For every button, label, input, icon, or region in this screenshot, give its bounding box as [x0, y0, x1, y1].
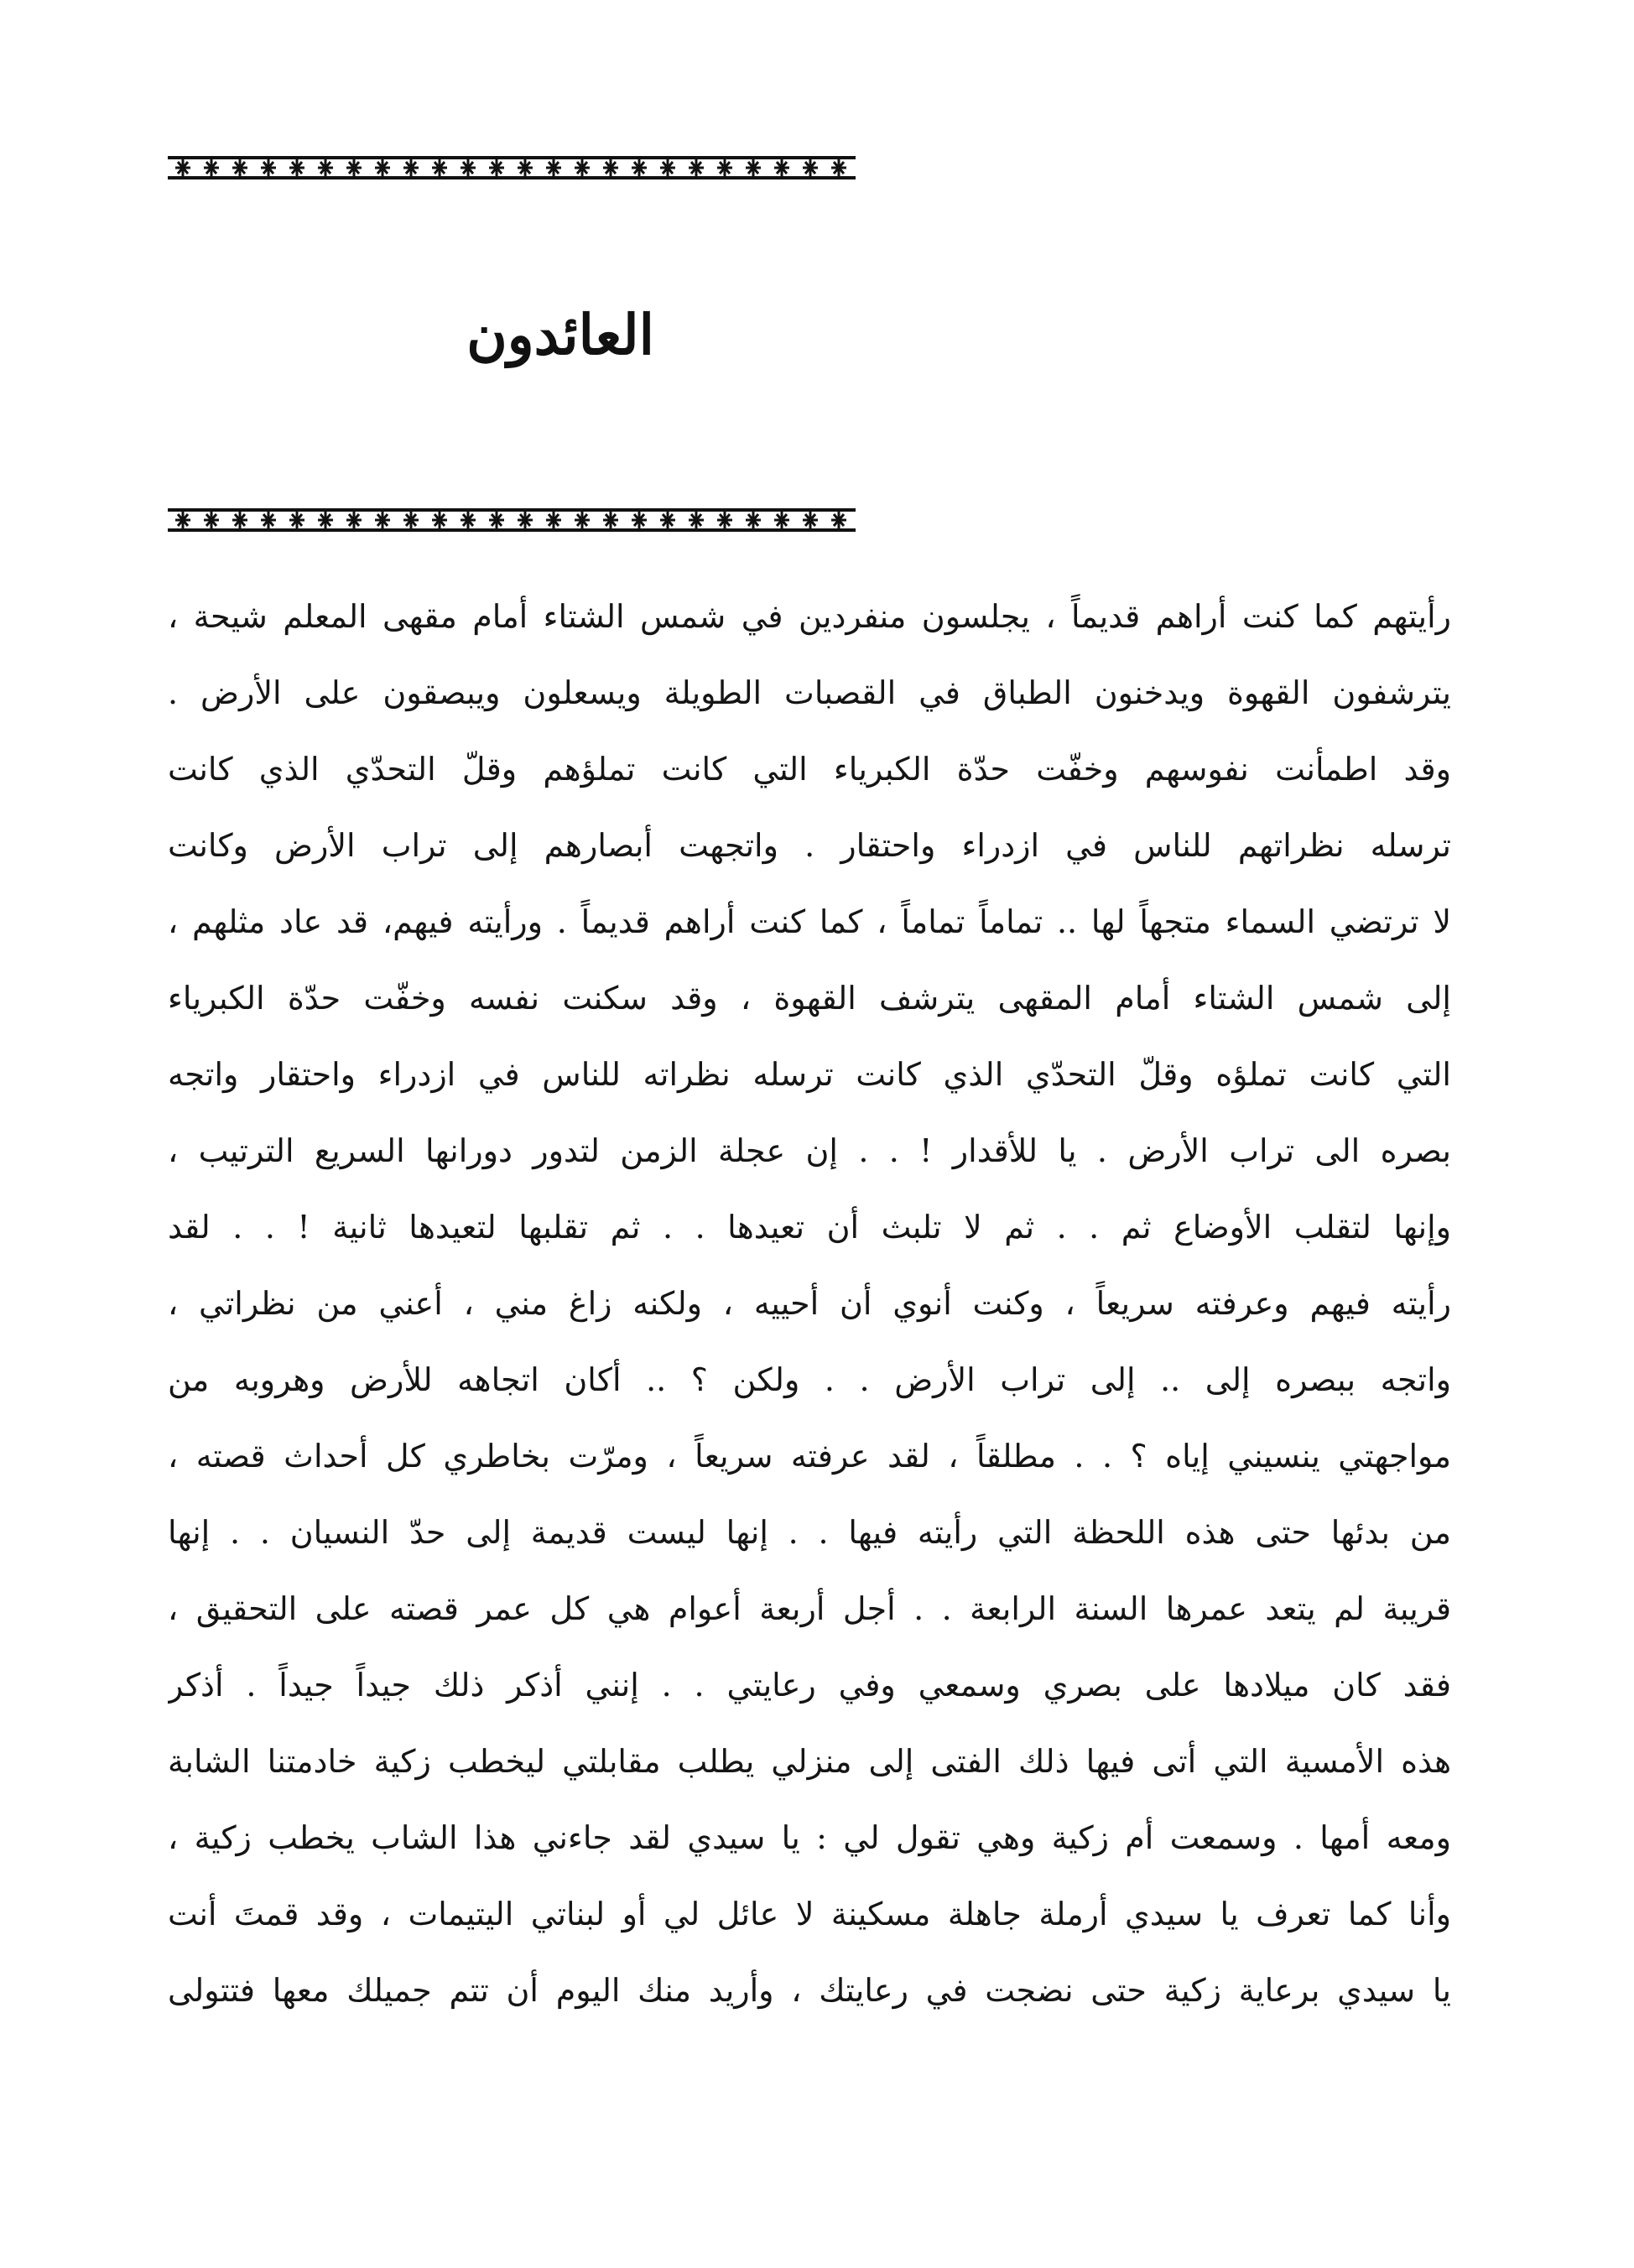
text-line: إلى شمس الشتاء أمام المقهى يترشف القهوة ، وقد سكنت نفسه وخفّت حدّة الكبرياء	[168, 980, 1451, 1017]
text-line: بصره الى تراب الأرض . يا للأقدار ! . . إن عجلة الزمن لتدور دورانها السريع الترتيب ،	[168, 1132, 1451, 1169]
text-line: واتجه ببصره إلى .. إلى تراب الأرض . . ولكن ؟ .. أكان اتجاهه للأرض وهروبه من	[168, 1361, 1451, 1398]
ornament-star-icon	[689, 512, 704, 528]
ornament-star-icon	[546, 159, 561, 176]
chapter-title: العائدون	[466, 302, 654, 367]
ornament-star-icon	[831, 159, 846, 176]
ornament-star-icon	[518, 512, 533, 528]
ornament-star-icon	[774, 159, 789, 176]
ornament-star-icon	[232, 159, 247, 176]
ornament-star-icon	[375, 512, 390, 528]
ornament-star-icon	[746, 159, 761, 176]
text-line: التي كانت تملؤه وقلّ التحدّي الذي كانت ترسله نظراته للناس في ازدراء واحتقار واتجه	[168, 1056, 1451, 1093]
ornament-star-icon	[232, 512, 247, 528]
ornament-star-icon	[803, 159, 818, 176]
text-line: يترشفون القهوة ويدخنون الطباق في القصبات الطويلة ويسعلون ويبصقون على الأرض .	[168, 674, 1451, 711]
ornament-star-icon	[432, 512, 447, 528]
ornament-star-icon	[461, 159, 476, 176]
text-line: رأيتهم كما كنت أراهم قديماً ، يجلسون منفردين في شمس الشتاء أمام مقهى المعلم شيحة ،	[168, 598, 1451, 635]
text-line: وإنها لتقلب الأوضاع ثم . . ثم لا تلبث أن تعيدها . . ثم تقلبها لتعيدها ثانية ! . . لقد	[168, 1209, 1451, 1246]
text-line: وأنا كما تعرف يا سيدي أرملة جاهلة مسكينة لا عائل لي أو لبناتي اليتيمات ، وقد قمتَ أنت	[168, 1896, 1451, 1932]
text-line: ترسله نظراتهم للناس في ازدراء واحتقار . واتجهت أبصارهم إلى تراب الأرض وكانت	[168, 827, 1451, 864]
ornament-star-icon	[660, 512, 675, 528]
ornament-star-icon	[175, 159, 190, 176]
text-line: ومعه أمها . وسمعت أم زكية وهي تقول لي : يا سيدي لقد جاءني هذا الشاب يخطب زكية ،	[168, 1819, 1451, 1856]
ornament-star-icon	[461, 512, 476, 528]
ornament-star-icon	[746, 512, 761, 528]
ornament-star-icon	[318, 512, 333, 528]
ornament-star-icon	[831, 512, 846, 528]
ornament-star-icon	[289, 512, 304, 528]
text-line: مواجهتي ينسيني إياه ؟ . . مطلقاً ، لقد عرفته سريعاً ، ومرّت بخاطري كل أحداث قصته ،	[168, 1438, 1451, 1475]
ornament-star-icon	[575, 512, 590, 528]
ornament-star-icon	[546, 512, 561, 528]
ornament-border-icon	[168, 151, 856, 185]
text-line: فقد كان ميلادها على بصري وسمعي وفي رعايتي . . إنني أذكر ذلك جيداً جيداً . أذكر	[168, 1667, 1451, 1704]
bottom-ornament-divider	[168, 503, 856, 537]
ornament-star-icon	[632, 512, 647, 528]
ornament-star-icon	[603, 512, 618, 528]
ornament-star-icon	[717, 512, 732, 528]
ornament-star-icon	[261, 512, 276, 528]
ornament-star-icon	[489, 159, 504, 176]
ornament-star-icon	[489, 512, 504, 528]
ornament-star-icon	[603, 159, 618, 176]
text-line: هذه الأمسية التي أتى فيها ذلك الفتى إلى منزلي يطلب مقابلتي ليخطب زكية خادمتنا الشابة	[168, 1743, 1451, 1780]
ornament-star-icon	[403, 159, 419, 176]
ornament-star-icon	[689, 159, 704, 176]
ornament-star-icon	[717, 159, 732, 176]
ornament-star-icon	[175, 512, 190, 528]
ornament-star-icon	[575, 159, 590, 176]
ornament-star-icon	[518, 159, 533, 176]
body-paragraph	[168, 579, 1451, 2029]
ornament-star-icon	[774, 512, 789, 528]
text-line: وقد اطمأنت نفوسهم وخفّت حدّة الكبرياء التي كانت تملؤهم وقلّ التحدّي الذي كانت	[168, 751, 1451, 788]
ornament-star-icon	[375, 159, 390, 176]
top-ornament-divider	[168, 151, 856, 185]
ornament-star-icon	[403, 512, 419, 528]
text-line: رأيته فيهم وعرفته سريعاً ، وكنت أنوي أن أحييه ، ولكنه زاغ مني ، أعني من نظراتي ،	[168, 1285, 1451, 1322]
ornament-star-icon	[346, 512, 362, 528]
ornament-star-icon	[660, 159, 675, 176]
ornament-star-icon	[318, 159, 333, 176]
ornament-star-icon	[803, 512, 818, 528]
ornament-star-icon	[432, 159, 447, 176]
ornament-star-icon	[204, 159, 219, 176]
text-line: يا سيدي برعاية زكية حتى نضجت في رعايتك ، وأريد منك اليوم أن تتم جميلك معها فتتولى	[168, 1972, 1451, 2009]
text-line: قريبة لم يتعد عمرها السنة الرابعة . . أجل أربعة أعوام هي كل عمر قصته على التحقيق ،	[168, 1590, 1451, 1627]
ornament-star-icon	[346, 159, 362, 176]
text-line: لا ترتضي السماء متجهاً لها .. تماماً تماماً ، كما كنت أراهم قديماً . ورأيته فيهم، قد عاد مثلهم ،	[168, 903, 1451, 940]
ornament-star-icon	[261, 159, 276, 176]
ornament-border-icon	[168, 503, 856, 537]
ornament-star-icon	[204, 512, 219, 528]
ornament-star-icon	[632, 159, 647, 176]
ornament-star-icon	[289, 159, 304, 176]
text-line: من بدئها حتى هذه اللحظة التي رأيته فيها . . إنها ليست قديمة إلى حدّ النسيان . . إنها	[168, 1514, 1451, 1551]
